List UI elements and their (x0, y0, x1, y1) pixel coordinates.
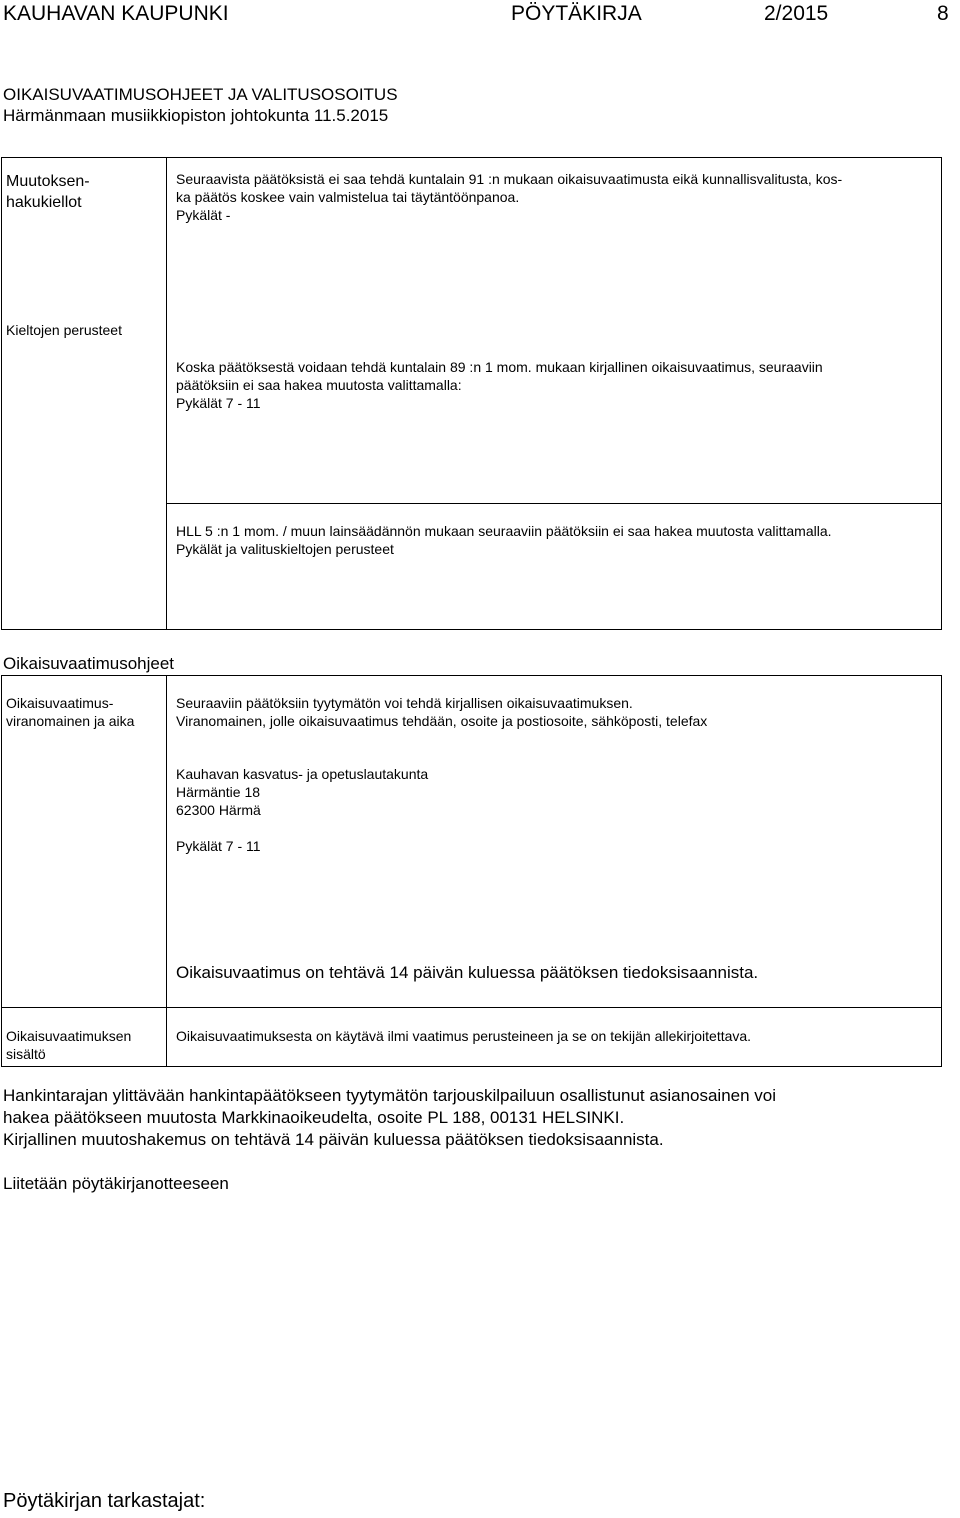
authority-text: Seuraaviin päätöksiin tyytymätön voi tehdä kirjallisen oikaisuvaatimuksen. Viranomainen, jolle oikaisuvaatimus tehdään, osoite ja postiosoite, sähköposti, telefax (176, 695, 708, 729)
reviewers-label: Pöytäkirjan tarkastajat: (3, 1490, 206, 1512)
org-name: KAUHAVAN KAUPUNKI (3, 2, 229, 25)
label-appeal-bans: Muutoksen- hakukiellot (6, 173, 90, 211)
document-subtitle: Härmänmaan musiikkiopiston johtokunta 11.5.2015 (3, 106, 389, 125)
attachment-note: Liitetään pöytäkirjanotteeseen (3, 1174, 229, 1193)
rectification-table (1, 675, 942, 1067)
document-type: PÖYTÄKIRJA (511, 2, 642, 25)
rectification-heading: Oikaisuvaatimusohjeet (3, 654, 175, 673)
column-divider (166, 158, 167, 629)
deadline-text: Oikaisuvaatimus on tehtävä 14 päivän kuluessa päätöksen tiedoksisaannista. (176, 963, 759, 982)
content-text: Oikaisuvaatimuksesta on käytävä ilmi vaatimus perusteineen ja se on tekijän allekirjoitettava. (176, 1028, 752, 1044)
document-number: 2/2015 (764, 2, 829, 25)
row-divider (2, 1007, 941, 1008)
appeal-ban-table (1, 157, 942, 630)
procurement-ban-text: HLL 5 :n 1 mom. / muun lainsäädännön mukaan seuraaviin päätöksiin ei saa hakea muutosta valittamalla. Pykälät ja valituskieltojen perusteet (176, 523, 832, 557)
row-divider (166, 503, 942, 504)
label-ban-grounds: Kieltojen perusteet (6, 322, 122, 338)
label-content: Oikaisuvaatimuksen sisältö (6, 1028, 132, 1062)
appeal-bans-text: Seuraavista päätöksistä ei saa tehdä kuntalain 91 :n mukaan oikaisuvaatimusta eikä kunnallisvalitusta, kos- ka päätös koskee vain valmistelua tai täytäntöönpanoa. Pykälät - (176, 171, 843, 223)
procurement-paragraph: Hankintarajan ylittävään hankintapäätökseen tyytymätön tarjouskilpailuun osallistunut asianosainen voi hakea päätökseen muutosta Markkinaoikeudelta, osoite PL 188, 00131 HELSINKI. Kirjallinen muutoshakemus on tehtävä 14 päivän kuluessa päätöksen tiedoksisaannista. (3, 1086, 777, 1149)
authority-address: Kauhavan kasvatus- ja opetuslautakunta Härmäntie 18 62300 Härmä (176, 766, 429, 818)
document-title: OIKAISUVAATIMUSOHJEET JA VALITUSOSOITUS (3, 85, 398, 104)
page-number: 8 (937, 2, 949, 25)
ban-grounds-text: Koska päätöksestä voidaan tehdä kuntalain 89 :n 1 mom. mukaan kirjallinen oikaisuvaatimus, seuraaviin päätöksiin ei saa hakea muutosta valittamalla: Pykälät 7 - 11 (176, 359, 823, 411)
sections-list: Pykälät 7 - 11 (176, 838, 261, 854)
label-authority-time: Oikaisuvaatimus- viranomainen ja aika (6, 695, 135, 729)
